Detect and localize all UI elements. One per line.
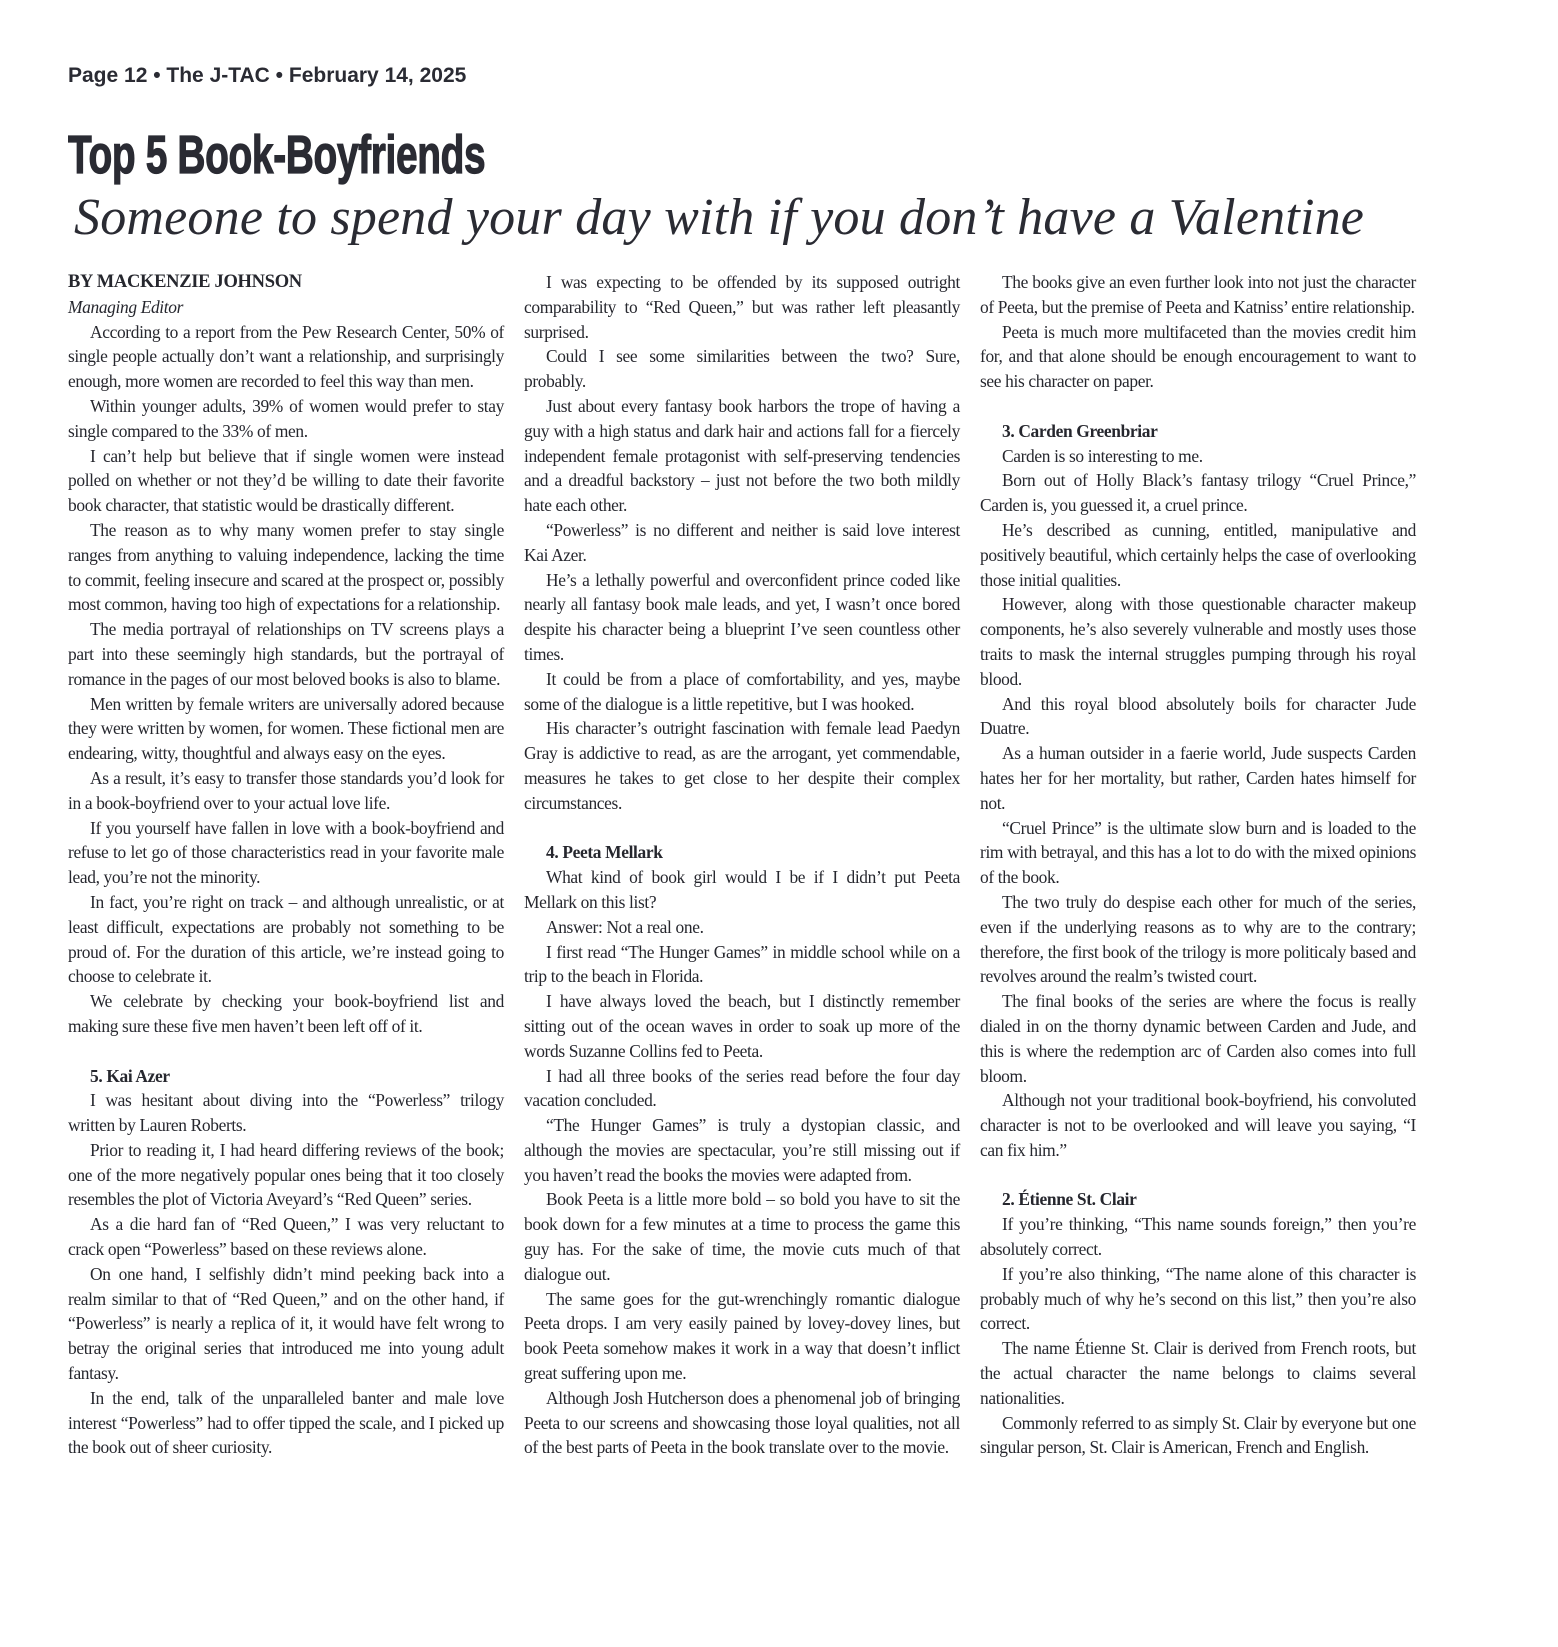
article-paragraph: Could I see some similarities between the two? Sure, probably. <box>524 346 960 392</box>
article-paragraph: I can’t help but believe that if single women were instead polled on whether or not they’d be willing to date their favorite book character, that statistic would be drastically different. <box>68 445 504 516</box>
article-paragraph: Book Peeta is a little more bold – so bold you have to sit the book down for a few minutes at a time to process the game this guy has. For the sake of time, the movie cuts much of that dialogue out. <box>524 1189 960 1284</box>
byline-author: BY MACKENZIE JOHNSON <box>68 272 302 292</box>
article-paragraph: According to a report from the Pew Research Center, 50% of single people actually don’t want a relationship, and surprisingly enough, more women are recorded to feel this way than men. <box>68 321 504 392</box>
article-column-3 <box>980 270 1416 1460</box>
article-paragraph: As a human outsider in a faerie world, Jude suspects Carden hates her for her mortality, but rather, Carden hates himself for not. <box>980 743 1416 813</box>
subheadline: Someone to spend your day with if you don’t have a Valentine <box>74 189 1365 246</box>
article-paragraph: “Powerless” is no different and neither is said love interest Kai Azer. <box>524 519 960 565</box>
article-paragraph: It could be from a place of comfortability, and yes, maybe some of the dialogue is a little repetitive, but I was hooked. <box>524 668 960 714</box>
section-heading: 5. Kai Azer <box>90 1065 170 1086</box>
article-paragraph: As a result, it’s easy to transfer those standards you’d look for in a book-boyfriend over to your actual love life. <box>68 767 504 813</box>
article-paragraph: And this royal blood absolutely boils for character Jude Duatre. <box>980 693 1416 739</box>
article-paragraph: Within younger adults, 39% of women would prefer to stay single compared to the 33% of men. <box>68 395 504 441</box>
article-paragraph: His character’s outright fascination with female lead Paedyn Gray is addictive to read, as are the arrogant, yet commendable, measures he takes to get close to her despite their complex circumstances. <box>524 718 960 813</box>
section-heading: 2. Étienne St. Clair <box>1002 1189 1137 1210</box>
article-paragraph: In the end, talk of the unparalleled banter and male love interest “Powerless” had to offer tipped the scale, and I picked up the book out of sheer curiosity. <box>68 1387 504 1458</box>
article-paragraph: What kind of book girl would I be if I didn’t put Peeta Mellark on this list? <box>524 867 960 912</box>
byline-role: Managing Editor <box>68 296 184 317</box>
article-paragraph: Commonly referred to as simply St. Clair by everyone but one singular person, St. Clair is American, French and English. <box>980 1412 1416 1458</box>
article-paragraph: “Cruel Prince” is the ultimate slow burn and is loaded to the rim with betrayal, and this has a lot to do with the mixed opinions of the book. <box>980 817 1416 888</box>
article-paragraph: Answer: Not a real one. <box>546 916 704 937</box>
article-paragraph: Although not your traditional book-boyfriend, his convoluted character is not to be overlooked and will leave you saying, “I can fix him.” <box>980 1090 1416 1160</box>
article-paragraph: The name Étienne St. Clair is derived from French roots, but the actual character the name belongs to claims several nationalities. <box>980 1338 1416 1408</box>
article-paragraph: I had all three books of the series read before the four day vacation concluded. <box>524 1065 960 1111</box>
article-paragraph: The same goes for the gut-wrenchingly romantic dialogue Peeta drops. I am very easily pained by lovey-dovey lines, but book Peeta somehow makes it work in a way that doesn’t inflict great suffering upon me. <box>524 1288 960 1384</box>
article-paragraph: The reason as to why many women prefer to stay single ranges from anything to valuing independence, lacking the time to commit, feeling insecure and scared at the prospect or, possibly most common, having too high of expectations for a relationship. <box>68 519 504 615</box>
article-paragraph: Born out of Holly Black’s fantasy trilogy “Cruel Prince,” Carden is, you guessed it, a cruel prince. <box>980 470 1416 516</box>
section-heading: 3. Carden Greenbriar <box>1002 420 1158 441</box>
article-paragraph: I was hesitant about diving into the “Powerless” trilogy written by Lauren Roberts. <box>68 1090 504 1136</box>
article-paragraph: Just about every fantasy book harbors the trope of having a guy with a high status and dark hair and actions fall for a fiercely independent female protagonist with self-preserving tendencies and a dreadful backstory – just not before the two both mildly hate each other. <box>524 395 960 516</box>
article-paragraph: He’s a lethally powerful and overconfident prince coded like nearly all fantasy book male leads, and yet, I wasn’t once bored despite his character being a blueprint I’ve seen countless other times. <box>524 569 960 664</box>
article-paragraph: If you yourself have fallen in love with a book-boyfriend and refuse to let go of those characteristics read in your favorite male lead, you’re not the minority. <box>68 817 504 888</box>
article-paragraph: “The Hunger Games” is truly a dystopian classic, and although the movies are spectacular, you’re still missing out if you haven’t read the books the movies were adapted from. <box>524 1115 960 1185</box>
article-paragraph: In fact, you’re right on track – and although unrealistic, or at least difficult, expectations are probably not something to be proud of. For the duration of this article, we’re instead going to choose to celebrate it. <box>68 891 504 987</box>
headline: Top 5 Book-Boyfriends <box>68 125 486 185</box>
article-paragraph: Prior to reading it, I had heard differing reviews of the book; one of the more negatively popular ones being that it too closely resembles the plot of Victoria Aveyard’s “Red Queen” series. <box>68 1139 504 1210</box>
article-paragraph: I have always loved the beach, but I distinctly remember sitting out of the ocean waves in order to soak up more of the words Suzanne Collins fed to Peeta. <box>524 991 960 1061</box>
article-paragraph: As a die hard fan of “Red Queen,” I was very reluctant to crack open “Powerless” based on these reviews alone. <box>68 1214 504 1260</box>
article-paragraph: However, along with those questionable character makeup components, he’s also severely vulnerable and mostly uses those traits to mask the internal struggles pumping through his royal blood. <box>980 594 1416 689</box>
article-paragraph: We celebrate by checking your book-boyfriend list and making sure these five men haven’t been left off of it. <box>68 991 504 1036</box>
section-heading: 4. Peeta Mellark <box>546 842 663 863</box>
article-paragraph: On one hand, I selfishly didn’t mind peeking back into a realm similar to that of “Red Queen,” and on the other hand, if “Powerless” is nearly a replica of it, it would have felt wrong to betray the original series that introduced me into young adult fantasy. <box>68 1263 504 1384</box>
article-paragraph: I was expecting to be offended by its supposed outright comparability to “Red Queen,” but was rather left pleasantly surprised. <box>524 272 960 342</box>
article-paragraph: If you’re thinking, “This name sounds foreign,” then you’re absolutely correct. <box>980 1214 1416 1260</box>
article-column-1 <box>68 270 504 1460</box>
article-paragraph: Peeta is much more multifaceted than the movies credit him for, and that alone should be enough encouragement to want to see his character on paper. <box>980 321 1416 392</box>
article-paragraph: I first read “The Hunger Games” in middle school while on a trip to the beach in Florida. <box>524 941 960 987</box>
article-paragraph: The two truly do despise each other for much of the series, even if the underlying reasons as to why are to the contrary; therefore, the first book of the trilogy is more politicaly based and revolves around the realm’s twisted court. <box>980 891 1416 987</box>
page-folio: Page 12 • The J-TAC • February 14, 2025 <box>68 64 467 87</box>
article-paragraph: He’s described as cunning, entitled, manipulative and positively beautiful, which certainly helps the case of overlooking those initial qualities. <box>980 519 1416 590</box>
article-paragraph: The media portrayal of relationships on TV screens plays a part into these seemingly high standards, but the portrayal of romance in the pages of our most beloved books is also to blame. <box>68 619 504 689</box>
article-paragraph: The final books of the series are where the focus is really dialed in on the thorny dynamic between Carden and Jude, and this is where the redemption arc of Carden also comes into full bloom. <box>980 991 1416 1086</box>
article-paragraph: If you’re also thinking, “The name alone of this character is probably much of why he’s second on this list,” then you’re also correct. <box>980 1263 1416 1334</box>
article-paragraph: Men written by female writers are universally adored because they were written by women, for women. These fictional men are endearing, witty, thoughtful and always easy on the eyes. <box>68 693 504 764</box>
article-paragraph: Although Josh Hutcherson does a phenomenal job of bringing Peeta to our screens and showcasing those loyal qualities, not all of the best parts of Peeta in the book translate over to the movie. <box>524 1387 960 1458</box>
article-paragraph: Carden is so interesting to me. <box>1002 445 1203 466</box>
article-paragraph: The books give an even further look into not just the character of Peeta, but the premise of Peeta and Katniss’ entire relationship. <box>980 272 1416 317</box>
article-column-2 <box>524 270 960 1460</box>
